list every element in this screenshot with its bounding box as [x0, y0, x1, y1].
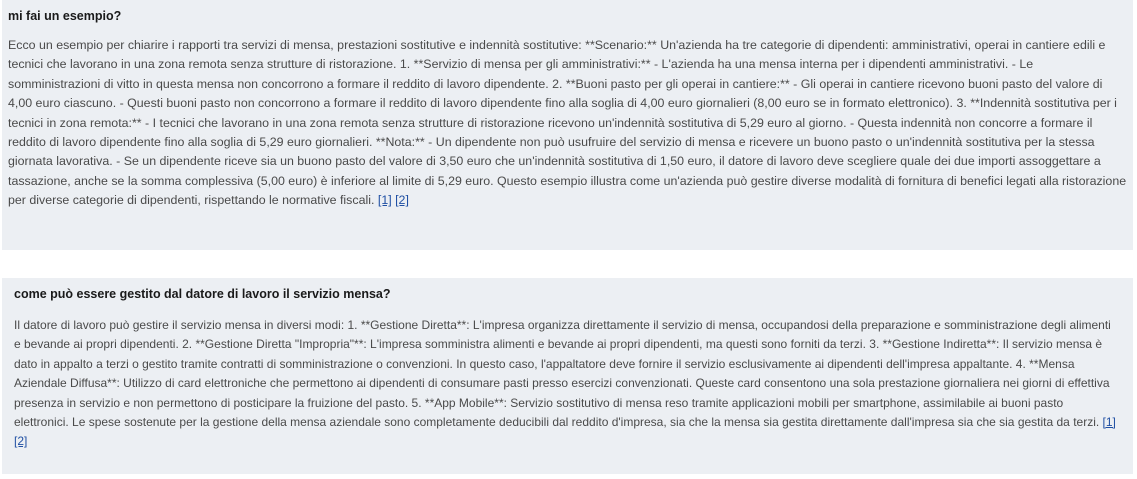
qa-card: [2, 278, 1133, 474]
reference-link-2[interactable]: [2]: [395, 193, 409, 208]
reference-link-2[interactable]: [2]: [14, 434, 28, 449]
reference-link-1[interactable]: [1]: [377, 193, 392, 208]
qa-card: [2, 0, 1133, 250]
question-text: come può essere gestito dal datore di lavoro il servizio mensa?: [14, 287, 391, 301]
answer-body: Il datore di lavoro può gestire il servizio mensa in diversi modi: 1. **Gestione Diretta**: L'impresa organizza direttamente il servizio di mensa, occupandosi della preparazione e somministrazione degli alimenti e bevande ai propri dipendenti. 2. **Gestione Diretta "Impropria"**: L'impresa somministra alimenti e bevande ai propri dipendenti, ma questi sono forniti da terzi. 3. **Gestione Indiretta**: Il servizio mensa è dato in appalto a terzi o gestito tramite contratti di somministrazione o convenzioni. In questo caso, l'appaltatore deve fornire il servizio esclusivamente ai dipendenti dell'impresa appaltante. 4. **Mensa Aziendale Diffusa**: Utilizzo di card elettroniche che permettono ai dipendenti di consumare pasti presso esercizi convenzionati. Queste card consentono una sola prestazione giornaliera nei giorni di effettiva presenza in servizio e non permettono di posticipare la fruizione del pasto. 5. **App Mobile**: Servizio sostitutivo di mensa reso tramite applicazioni mobili per smartphone, assimilabile ai buoni pasto elettronici. Le spese sostenute per la gestione della mensa aziendale sono completamente deducibili dal reddito d'impresa, sia che la mensa sia gestita direttamente dall'impresa sia che sia gestita da terzi.: [14, 318, 1111, 430]
answer-text: [14, 316, 1119, 452]
reference-link-1[interactable]: [1]: [1102, 415, 1116, 430]
question-text: mi fai un esempio?: [8, 9, 122, 23]
answer-text: [8, 36, 1127, 211]
answer-body: Ecco un esempio per chiarire i rapporti tra servizi di mensa, prestazioni sostitutive e indennità sostitutive: **Scenario:** Un'azienda ha tre categorie di dipendenti: amministrativi, operai in cantiere edili e tecnici che lavorano in una zona remota senza strutture di ristorazione. 1. **Servizio di mensa per gli amministrativi:** - L'azienda ha una mensa interna per i dipendenti amministrativi. - Le somministrazioni di vitto in questa mensa non concorrono a formare il reddito di lavoro dipendente. 2. **Buoni pasto per gli operai in cantiere:** - Gli operai in cantiere ricevono buoni pasto del valore di 4,00 euro ciascuno. - Questi buoni pasto non concorrono a formare il reddito di lavoro dipendente fino alla soglia di 4,00 euro giornalieri (8,00 euro se in formato elettronico). 3. **Indennità sostitutiva per i tecnici in zona remota:** - I tecnici che lavorano in una zona remota senza strutture di ristorazione ricevono un'indennità sostitutiva di 5,29 euro al giorno. - Questa indennità non concorre a formare il reddito di lavoro dipendente fino alla soglia di 5,29 euro giornalieri. **Nota:** - Un dipendente non può usufruire del servizio di mensa e ricevere un buono pasto o un'indennità sostitutiva per la stessa giornata lavorativa. - Se un dipendente riceve sia un buono pasto del valore di 3,50 euro che un'indennità sostitutiva di 1,50 euro, il datore di lavoro deve scegliere quale dei due importi assoggettare a tassazione, anche se la somma complessiva (5,00 euro) è inferiore al limite di 5,29 euro. Questo esempio illustra come un'azienda può gestire diverse modalità di fornitura di benefici legati alla ristorazione per diverse categorie di dipendenti, rispettando le normative fiscali.: [8, 38, 1127, 208]
